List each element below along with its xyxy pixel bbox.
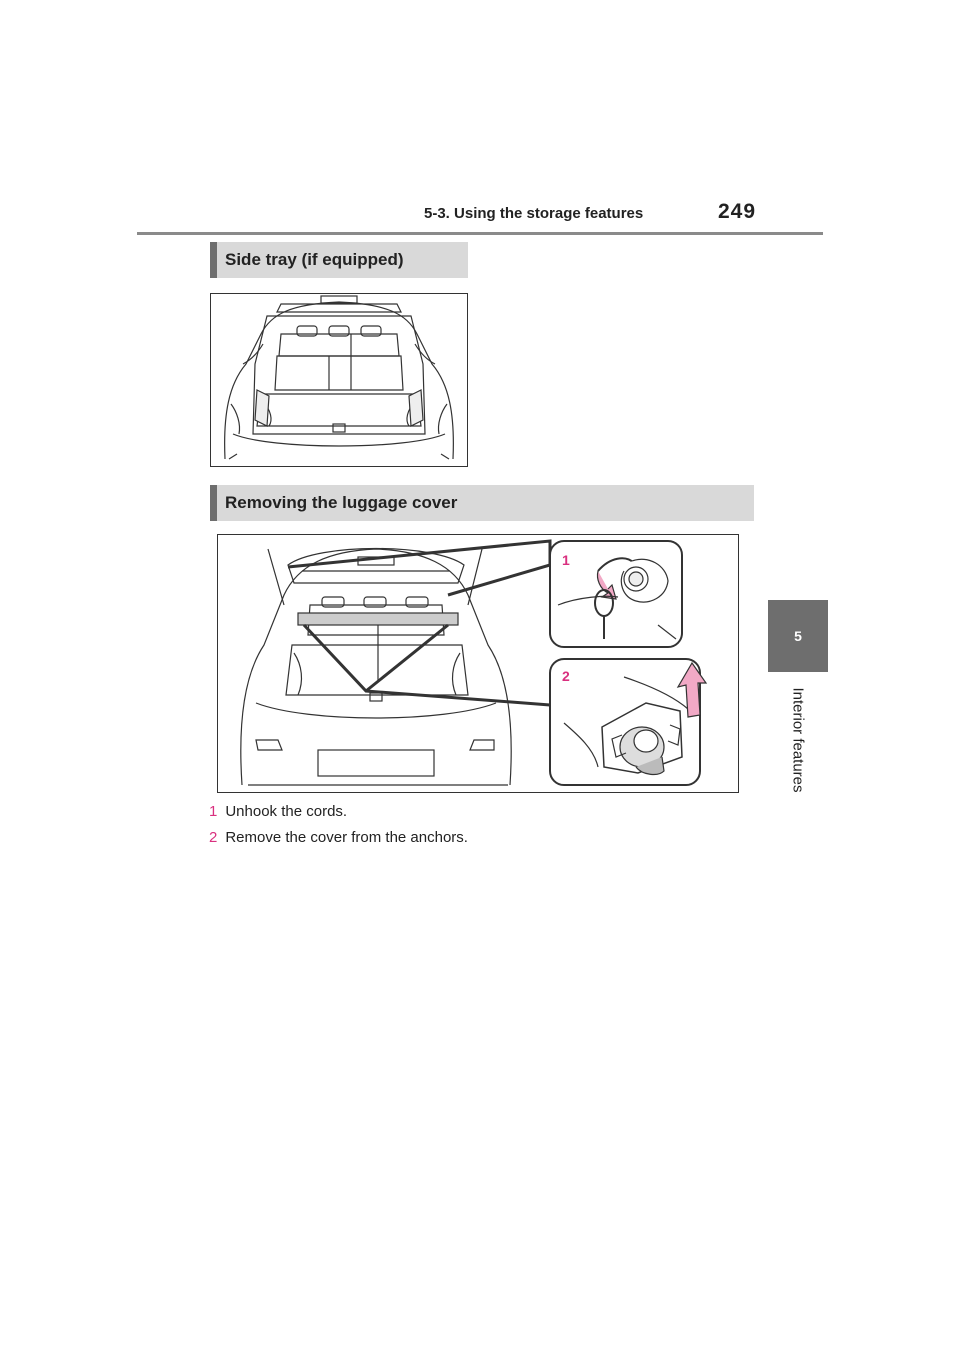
section-heading-side-tray	[210, 242, 468, 278]
inset-2-anchor	[550, 659, 706, 785]
section-heading-text: Removing the luggage cover	[225, 493, 458, 512]
chapter-label: Interior features	[789, 687, 807, 793]
callout-1: 1	[562, 552, 570, 568]
step-text: Unhook the cords.	[225, 803, 348, 820]
section-heading-text: Side tray (if equipped)	[225, 250, 404, 269]
header-divider	[137, 232, 823, 235]
step-text: Remove the cover from the anchors.	[225, 829, 468, 846]
chapter-number: 5	[794, 628, 802, 644]
page-number: 249	[718, 200, 757, 223]
callout-2: 2	[562, 668, 570, 684]
running-header-title: 5-3. Using the storage features	[424, 205, 644, 222]
inset-1-cord-hook	[550, 541, 682, 647]
step-2	[209, 829, 468, 846]
side-tray-illustration	[210, 293, 468, 467]
section-heading-luggage-cover	[210, 485, 754, 521]
car-rear-drawing	[241, 549, 511, 786]
step-number: 1	[209, 803, 218, 820]
luggage-cover-illustration	[217, 534, 739, 793]
chapter-tab	[768, 600, 828, 672]
step-number: 2	[209, 829, 218, 846]
step-1	[209, 803, 347, 820]
